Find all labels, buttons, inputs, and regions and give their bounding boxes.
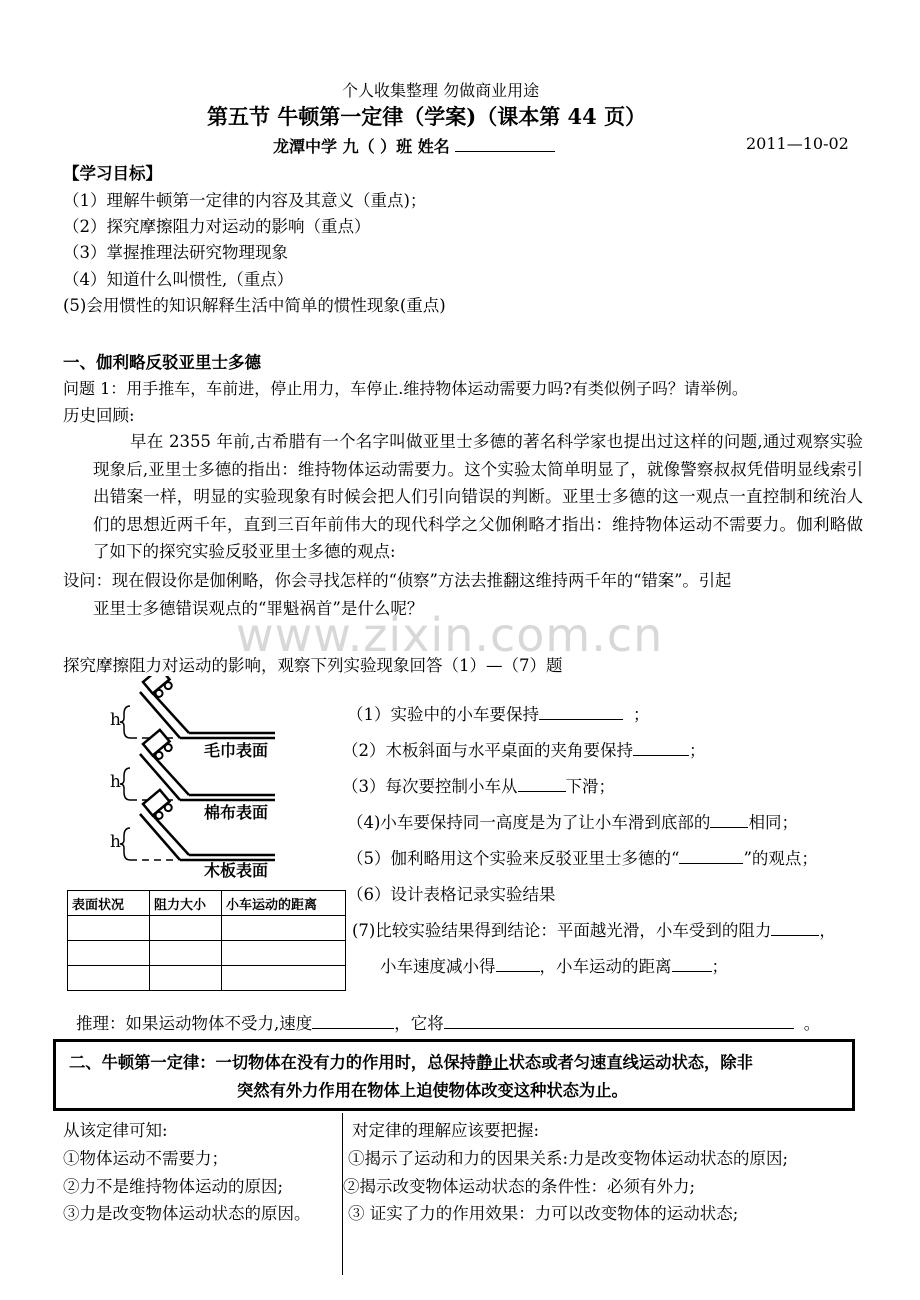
q4-text: （4)小车要保持同一高度是为了让小车滑到底部的	[347, 813, 711, 832]
question-1: 问题 1：用手推车，车前进，停止用力，车停止.维持物体运动需要力吗?有类似例子吗？请举例。	[63, 379, 748, 398]
question-q7	[352, 917, 836, 941]
header-note: 个人收集整理 勿做商业用途	[342, 81, 540, 100]
reasoning-line	[76, 1010, 820, 1034]
question-q5	[347, 845, 818, 869]
q4-blank[interactable]	[710, 811, 748, 828]
q1-end: ；	[633, 705, 650, 724]
history-label: 历史回顾:	[63, 406, 135, 425]
right-col-item-1: ①揭示了运动和力的因果关系:力是改变物体运动状态的原因;	[348, 1149, 789, 1168]
page-title: 第五节 牛顿第一定律（学案)（课本第 44 页）	[207, 104, 647, 129]
objective-1: （1）理解牛顿第一定律的内容及其意义（重点)；	[63, 191, 427, 210]
q2-blank[interactable]	[633, 739, 689, 756]
school-line	[273, 134, 555, 157]
table-row	[68, 916, 346, 941]
q7-blank-distance[interactable]	[672, 955, 712, 972]
q7-comma: ，	[819, 921, 836, 940]
hypothesis-line-2: 亚里士多德错误观点的“罪魁祸首”是什么呢？	[93, 599, 424, 618]
section1-heading: 一、伽利略反驳亚里士多德	[63, 353, 261, 372]
table-header-surface: 表面状况	[68, 891, 150, 916]
q5-end: ”的观点；	[743, 849, 818, 868]
law-label: 二、牛顿第一定律：	[69, 1053, 216, 1072]
table-cell[interactable]	[68, 941, 150, 966]
q4-end: 相同；	[748, 813, 798, 832]
height-brace	[120, 768, 130, 800]
height-brace	[120, 828, 130, 860]
question-q6: （6）设计表格记录实验结果	[347, 885, 556, 904]
law-line-2: 突然有外力作用在物体上迫使物体改变这种状态为止。	[237, 1081, 628, 1100]
left-col-item-3: ③力是改变物体运动状态的原因。	[63, 1204, 311, 1223]
q5-text: （5）伽利略用这个实验来反驳亚里士多德的“	[347, 849, 680, 868]
law-line-1	[69, 1049, 753, 1073]
objective-4: （4）知道什么叫惯性,（重点）	[63, 270, 294, 289]
q2-end: ；	[689, 741, 706, 760]
results-table	[67, 890, 346, 991]
q1-text: （1）实验中的小车要保持	[347, 705, 539, 724]
question-q1	[347, 701, 650, 725]
right-col-item-2: ②揭示改变物体运动状态的条件性：必须有外力;	[343, 1177, 696, 1196]
hypothesis-line-1: 设问：现在假设你是伽俐略，你会寻找怎样的“侦察”方法去推翻这维持两千年的“错案”。引起	[63, 571, 732, 590]
law-underlined: 静止	[476, 1053, 509, 1072]
watermark: www.zixin.com.cn	[236, 608, 664, 662]
reasoning-text-2: ，它将	[394, 1014, 444, 1033]
table-row	[68, 966, 346, 991]
table-cell[interactable]	[222, 941, 346, 966]
explore-intro: 探究摩擦阻力对运动的影响，观察下列实验现象回答（1）—（7）题	[63, 656, 563, 675]
table-cell[interactable]	[222, 966, 346, 991]
surface-towel-label: 毛巾表面	[204, 741, 269, 760]
table-cell[interactable]	[68, 916, 150, 941]
cart-icon	[143, 676, 174, 699]
objective-2: （2）探究摩擦阻力对运动的影响（重点）	[63, 217, 371, 236]
objective-5: (5)会用惯性的知识解释生活中简单的惯性现象(重点)	[63, 296, 446, 315]
objectives-heading: 【学习目标】	[63, 164, 162, 183]
objective-3: （3）掌握推理法研究物理现象	[63, 243, 288, 262]
q7-end: ；	[711, 957, 728, 976]
question-q2	[342, 737, 706, 761]
right-col-heading: 对定律的理解应该要把握:	[352, 1121, 540, 1140]
right-col-item-3: ③ 证实了力的作用效果：力可以改变物体的运动状态;	[348, 1204, 739, 1223]
left-col-item-2: ②力不是维持物体运动的原因;	[63, 1177, 284, 1196]
table-header-distance: 小车运动的距离	[222, 891, 346, 916]
table-row	[68, 941, 346, 966]
table-cell[interactable]	[150, 966, 222, 991]
reasoning-text: 推理：如果运动物体不受力,速度	[76, 1014, 313, 1033]
q7-blank-speed[interactable]	[496, 955, 540, 972]
cart-icon	[143, 730, 174, 761]
h-label-2: h	[110, 772, 121, 792]
q7-speed-text: 小车速度减小得	[380, 957, 496, 976]
name-input-line[interactable]	[455, 135, 555, 152]
reasoning-result-blank[interactable]	[444, 1012, 794, 1029]
height-brace	[120, 706, 130, 738]
q7-text: (7)比较实验结果得到结论：平面越光滑，小车受到的阻力	[352, 921, 772, 940]
table-cell[interactable]	[222, 916, 346, 941]
cart-icon	[143, 790, 174, 821]
school-class-label: 龙潭中学 九（ ）班 姓名	[273, 137, 450, 156]
surface-wood-label: 木板表面	[204, 861, 269, 880]
q3-text: （3）每次要控制小车从	[342, 777, 518, 796]
question-q3	[342, 773, 615, 797]
surface-cotton-label: 棉布表面	[204, 803, 269, 822]
reasoning-speed-blank[interactable]	[312, 1012, 394, 1029]
history-paragraph: 早在 2355 年前,古希腊有一个名字叫做亚里士多德的著名科学家也提出过这样的问题,通过观察实验现象后,亚里士多德的指出：维持物体运动需要力。这个实验太简单明显了，就像警察叔叔凭借明显线索引出错案一样，明显的实验现象有时候会把人们引向错误的判断。亚里士多德的这一观点一直控制和统治人们的思想近两千年，直到三百年前伟大的现代科学之父伽俐略才指出：维持物体运动不需要力。伽利略做了如下的探究实验反驳亚里士多德的观点:	[93, 432, 863, 561]
left-col-item-1: ①物体运动不需要力；	[63, 1149, 228, 1168]
q1-blank[interactable]	[539, 703, 623, 720]
q3-end: 下滑；	[565, 777, 615, 796]
law-text-1: 一切物体在没有力的作用时，总保持	[215, 1053, 477, 1072]
reasoning-end: 。	[803, 1014, 821, 1033]
law-text-2: 状态或者匀速直线运动状态，除非	[508, 1053, 753, 1072]
left-col-heading: 从该定律可知:	[63, 1121, 168, 1140]
table-cell[interactable]	[68, 966, 150, 991]
question-q7-line2	[380, 953, 728, 977]
h-label-3: h	[110, 832, 121, 852]
table-cell[interactable]	[150, 941, 222, 966]
h-label-1: h	[110, 710, 121, 730]
q7-distance-text: ，小车运动的距离	[539, 957, 672, 976]
q2-text: （2）木板斜面与水平桌面的夹角要保持	[342, 741, 633, 760]
q3-blank[interactable]	[518, 775, 566, 792]
table-header-row	[68, 891, 346, 916]
q7-blank-resistance[interactable]	[771, 919, 819, 936]
ramp-diagram	[100, 676, 290, 882]
question-q4	[347, 809, 798, 833]
table-cell[interactable]	[150, 916, 222, 941]
ramp-towel	[130, 676, 275, 738]
q5-blank[interactable]	[679, 847, 743, 864]
header-date: 2011—10-02	[746, 134, 849, 153]
table-header-resistance: 阻力大小	[150, 891, 222, 916]
